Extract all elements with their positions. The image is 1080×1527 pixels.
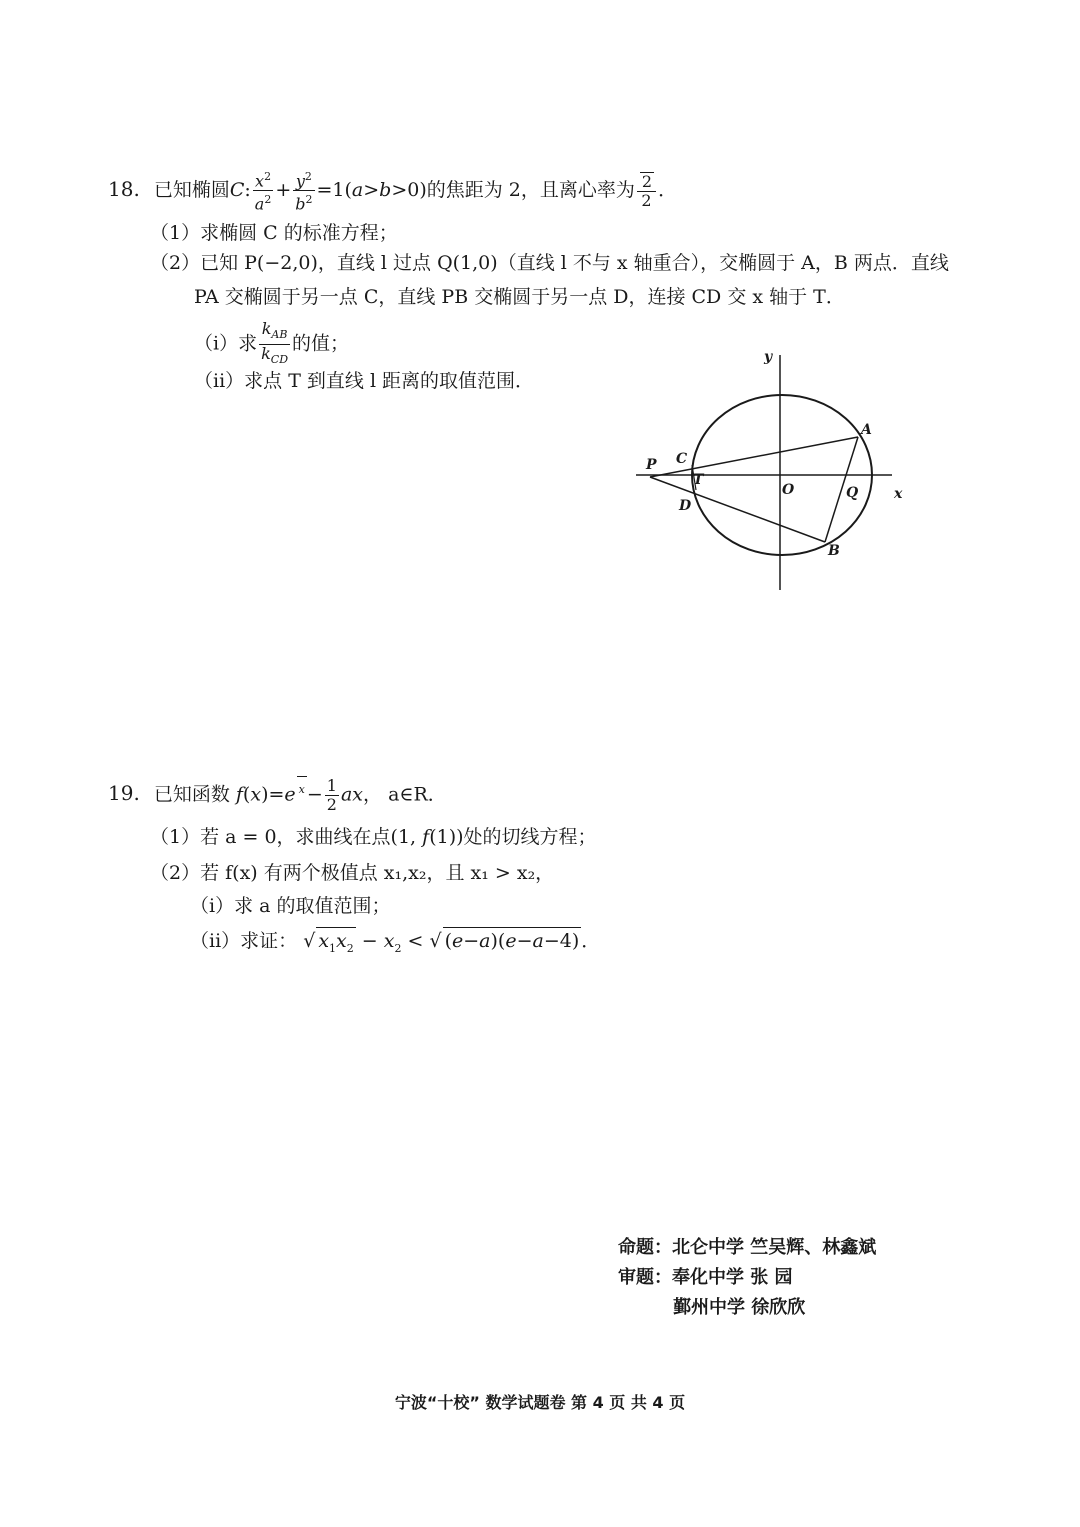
q19-part-ii-a: （ii）求证：	[190, 930, 298, 952]
label-x: x	[894, 486, 903, 502]
label-A: A	[861, 422, 872, 438]
label-B: B	[828, 543, 840, 559]
credits-line-3: 鄞州中学 徐欣欣	[673, 1297, 806, 1318]
q19-part-1: （1）若 a = 0，求曲线在点(1, f(1))处的切线方程；	[150, 826, 597, 848]
credits-line-1: 命题：北仑中学 竺吴辉、林鑫斌	[618, 1237, 877, 1258]
line-PB	[650, 477, 825, 542]
q18-part-i: （i）求 $\frac{k_{AB}}{k_{CD}}$ 的值；	[194, 319, 350, 367]
label-C: C	[676, 451, 688, 467]
label-O: O	[782, 482, 795, 498]
q18-part-2-b: PA 交椭圆于另一点 C，直线 PB 交椭圆于另一点 D，连接 CD 交 x 轴于 T．	[194, 286, 845, 308]
q19-part-1-a: （1）若 a = 0，求曲线在点	[150, 826, 391, 848]
q19-line-1: 19. 已知函数 f(x)=e $^x$ − $\frac{1}{2}$ ax， a∈R．	[108, 775, 447, 814]
q19-part-ii: （ii）求证： √ $x_1x_2 - x_2$ < √ (e−a)(e−a−4) ．	[190, 927, 600, 962]
q19-part-2: （2）若 f(x) 有两个极值点 x₁,x₂，且 x₁ > x₂，	[150, 862, 555, 884]
q19-intro-b: a∈R．	[388, 783, 447, 806]
q19-part-1-b: 处的切线方程；	[463, 826, 597, 848]
page-footer: 宁波“十校” 数学试题卷 第 4 页 共 4 页	[394, 1393, 686, 1412]
credits	[618, 1233, 876, 1323]
q19-number: 19.	[108, 781, 140, 806]
q18-part-i-b: 的值；	[292, 332, 350, 355]
q18-part-2-a: （2）已知 P(−2,0)，直线 l 过点 Q(1,0)（直线 l 不与 x 轴重合），交椭圆于 A，B 两点．直线	[150, 252, 949, 274]
ellipse-diagram	[630, 345, 915, 595]
q18-line-1: 18. 已知椭圆C: $\frac{x^2}{a^2}$ + $\frac{y^2}{b^2}$ =1(a>b>0)的焦距为 2，且离心率为 $\frac{2}{2}$ ．	[108, 170, 678, 214]
q18-intro-a: 已知椭圆	[153, 178, 230, 201]
q18-part-ii: （ii）求点 T 到直线 l 距离的取值范围．	[194, 370, 535, 392]
q19-intro-a: 已知函数	[153, 783, 230, 806]
label-P: P	[646, 457, 657, 473]
credits-line-2: 审题：奉化中学 张 园	[618, 1267, 793, 1288]
label-Q: Q	[846, 485, 859, 501]
q19-part-i: （i）求 a 的取值范围；	[190, 895, 391, 917]
label-T: T	[693, 472, 704, 488]
q18-part-1: （1）求椭圆 C 的标准方程；	[150, 222, 398, 244]
q18-intro-b: 的焦距为 2，且离心率为	[426, 178, 635, 201]
label-D: D	[679, 498, 692, 514]
q18-number: 18.	[108, 176, 140, 201]
label-y: y	[764, 349, 773, 365]
q18-part-i-a: （i）求	[194, 332, 258, 355]
